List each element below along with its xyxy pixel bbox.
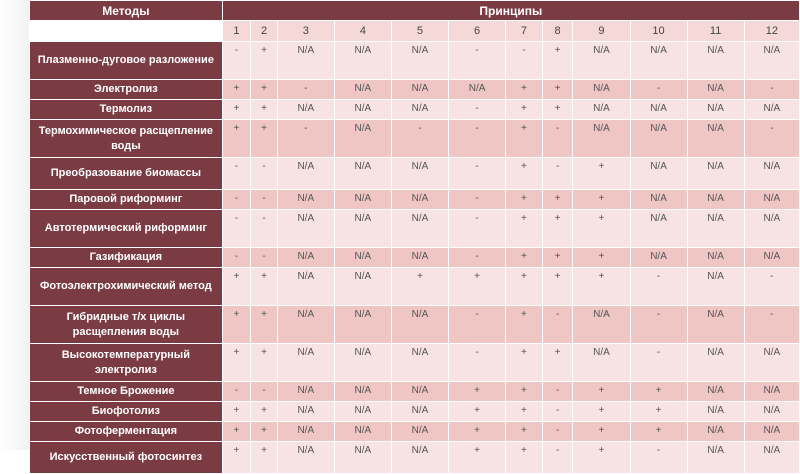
principle-cell: -: [744, 306, 799, 344]
principle-cell: N/A: [277, 100, 334, 120]
principle-cell: +: [506, 382, 543, 402]
table-row: [30, 190, 800, 210]
principle-cell: N/A: [277, 442, 334, 474]
principle-cell: -: [542, 306, 573, 344]
principle-cell: +: [573, 442, 630, 474]
principle-cell: +: [506, 248, 543, 268]
principle-cell: +: [542, 80, 573, 100]
table-row: [30, 268, 800, 306]
principle-cell: N/A: [334, 268, 391, 306]
header-row-1: [30, 1, 800, 21]
principle-cell: N/A: [687, 42, 744, 80]
method-name: Высокотемпературный электролиз: [30, 344, 223, 382]
table-row: [30, 120, 800, 158]
principle-cell: -: [630, 442, 687, 474]
principle-cell: N/A: [334, 248, 391, 268]
principle-cell: +: [222, 268, 251, 306]
method-name: Термохимическое расщепление воды: [30, 120, 223, 158]
principle-cell: N/A: [391, 210, 448, 248]
principle-cell: N/A: [277, 42, 334, 80]
principle-cell: N/A: [391, 382, 448, 402]
principle-cell: N/A: [744, 42, 799, 80]
principle-cell: +: [222, 120, 251, 158]
table-body: [30, 42, 800, 474]
principle-cell: N/A: [687, 442, 744, 474]
principle-cell: -: [222, 42, 251, 80]
principle-cell: N/A: [277, 402, 334, 422]
methods-header: Методы: [30, 1, 223, 21]
principle-cell: +: [251, 306, 278, 344]
table-row: [30, 158, 800, 190]
principle-cell: N/A: [687, 100, 744, 120]
principle-number: 11: [687, 21, 744, 42]
principle-cell: -: [744, 120, 799, 158]
principle-cell: N/A: [744, 442, 799, 474]
principle-cell: +: [222, 306, 251, 344]
principle-cell: -: [449, 100, 506, 120]
principle-cell: N/A: [687, 422, 744, 442]
principle-cell: +: [506, 422, 543, 442]
header-row-2: [30, 21, 800, 42]
principle-cell: -: [630, 344, 687, 382]
principle-cell: -: [449, 210, 506, 248]
principle-cell: -: [251, 248, 278, 268]
principle-cell: -: [542, 158, 573, 190]
principle-cell: +: [506, 306, 543, 344]
principle-cell: -: [449, 42, 506, 80]
principle-cell: +: [506, 402, 543, 422]
principle-cell: -: [222, 248, 251, 268]
principle-cell: N/A: [391, 248, 448, 268]
principle-cell: N/A: [391, 306, 448, 344]
principle-cell: -: [277, 120, 334, 158]
principle-cell: +: [542, 100, 573, 120]
principle-cell: +: [251, 268, 278, 306]
principle-cell: N/A: [277, 210, 334, 248]
principle-cell: N/A: [334, 344, 391, 382]
principle-cell: N/A: [277, 306, 334, 344]
principle-cell: +: [573, 158, 630, 190]
principle-cell: +: [573, 402, 630, 422]
principle-cell: -: [542, 382, 573, 402]
principle-cell: N/A: [277, 268, 334, 306]
principle-cell: N/A: [334, 306, 391, 344]
principle-cell: -: [542, 422, 573, 442]
principle-number: 4: [334, 21, 391, 42]
principle-cell: +: [449, 402, 506, 422]
principle-cell: +: [573, 422, 630, 442]
principle-cell: N/A: [687, 268, 744, 306]
principle-cell: N/A: [687, 248, 744, 268]
principle-cell: -: [542, 442, 573, 474]
principle-cell: N/A: [334, 190, 391, 210]
principle-cell: N/A: [391, 344, 448, 382]
principle-cell: -: [251, 382, 278, 402]
principle-cell: +: [506, 210, 543, 248]
principle-cell: +: [251, 402, 278, 422]
principle-cell: N/A: [391, 80, 448, 100]
principle-cell: +: [251, 100, 278, 120]
principle-cell: -: [251, 190, 278, 210]
principle-cell: N/A: [744, 210, 799, 248]
method-name: Темное Брожение: [30, 382, 223, 402]
principle-cell: N/A: [334, 422, 391, 442]
principle-cell: -: [542, 402, 573, 422]
principle-cell: +: [449, 382, 506, 402]
principle-cell: N/A: [277, 248, 334, 268]
principle-number: 5: [391, 21, 448, 42]
principle-cell: N/A: [391, 402, 448, 422]
principle-cell: N/A: [687, 120, 744, 158]
principle-cell: +: [251, 120, 278, 158]
principle-cell: -: [506, 42, 543, 80]
principle-cell: +: [542, 344, 573, 382]
principle-cell: +: [573, 268, 630, 306]
principle-cell: +: [542, 42, 573, 80]
principle-cell: N/A: [391, 100, 448, 120]
principle-cell: N/A: [687, 210, 744, 248]
principle-cell: +: [542, 248, 573, 268]
principle-cell: -: [744, 268, 799, 306]
methods-principles-table: [29, 0, 800, 474]
principle-cell: -: [449, 120, 506, 158]
method-name: Фотоферментация: [30, 422, 223, 442]
principle-cell: +: [251, 80, 278, 100]
principle-cell: N/A: [573, 344, 630, 382]
principle-number: 9: [573, 21, 630, 42]
method-name: Плазменно-дуговое разложение: [30, 42, 223, 80]
principle-cell: +: [251, 344, 278, 382]
principle-cell: -: [222, 382, 251, 402]
principle-cell: +: [630, 422, 687, 442]
principle-cell: +: [506, 268, 543, 306]
table-row: [30, 100, 800, 120]
principle-cell: N/A: [277, 422, 334, 442]
principle-cell: N/A: [687, 402, 744, 422]
principle-cell: N/A: [277, 382, 334, 402]
principle-number: 12: [744, 21, 799, 42]
table-row: [30, 344, 800, 382]
principle-cell: +: [251, 42, 278, 80]
principle-cell: +: [222, 402, 251, 422]
principle-cell: +: [542, 190, 573, 210]
principles-header: Принципы: [222, 1, 799, 21]
principle-cell: -: [542, 120, 573, 158]
principle-cell: N/A: [687, 158, 744, 190]
table-row: [30, 80, 800, 100]
principle-number: 7: [506, 21, 543, 42]
principle-cell: N/A: [334, 442, 391, 474]
principle-cell: N/A: [391, 158, 448, 190]
principle-cell: +: [449, 422, 506, 442]
principle-number: 8: [542, 21, 573, 42]
principle-cell: N/A: [630, 42, 687, 80]
principle-cell: -: [277, 80, 334, 100]
principle-cell: N/A: [687, 80, 744, 100]
principle-cell: N/A: [573, 80, 630, 100]
principle-cell: N/A: [630, 120, 687, 158]
principle-cell: +: [630, 382, 687, 402]
principle-cell: +: [506, 442, 543, 474]
principle-cell: +: [391, 268, 448, 306]
table-row: [30, 382, 800, 402]
principle-cell: N/A: [630, 248, 687, 268]
principle-cell: N/A: [334, 402, 391, 422]
principle-cell: N/A: [391, 42, 448, 80]
principle-cell: N/A: [744, 190, 799, 210]
principle-cell: N/A: [687, 306, 744, 344]
principle-cell: -: [222, 210, 251, 248]
table-row: [30, 442, 800, 474]
principle-number: 6: [449, 21, 506, 42]
principle-cell: N/A: [391, 422, 448, 442]
principle-cell: +: [573, 210, 630, 248]
principle-cell: N/A: [391, 190, 448, 210]
principle-cell: -: [222, 158, 251, 190]
principle-cell: +: [222, 100, 251, 120]
principle-cell: +: [449, 442, 506, 474]
principle-cell: -: [630, 306, 687, 344]
principle-cell: N/A: [744, 344, 799, 382]
principle-cell: N/A: [334, 158, 391, 190]
principle-cell: N/A: [744, 422, 799, 442]
principle-cell: +: [506, 190, 543, 210]
method-name: Электролиз: [30, 80, 223, 100]
principle-number: 10: [630, 21, 687, 42]
header-corner: [30, 21, 223, 42]
principle-cell: +: [222, 80, 251, 100]
table-row: [30, 248, 800, 268]
principle-cell: N/A: [334, 42, 391, 80]
principle-cell: N/A: [687, 382, 744, 402]
principle-cell: N/A: [744, 402, 799, 422]
principle-cell: -: [251, 210, 278, 248]
method-name: Гибридные т/х циклы расщепления воды: [30, 306, 223, 344]
principle-cell: +: [222, 442, 251, 474]
principle-cell: +: [542, 210, 573, 248]
method-name: Фотоэлектрохимический метод: [30, 268, 223, 306]
method-name: Преобразование биомассы: [30, 158, 223, 190]
principle-cell: +: [573, 248, 630, 268]
principle-number: 1: [222, 21, 251, 42]
principle-cell: -: [449, 190, 506, 210]
principle-cell: N/A: [277, 190, 334, 210]
principle-cell: -: [744, 80, 799, 100]
principle-cell: N/A: [630, 100, 687, 120]
principle-cell: N/A: [334, 120, 391, 158]
principle-cell: +: [506, 120, 543, 158]
principle-cell: -: [449, 306, 506, 344]
method-name: Паровой риформинг: [30, 190, 223, 210]
table-row: [30, 402, 800, 422]
principle-cell: +: [542, 268, 573, 306]
principle-cell: N/A: [449, 80, 506, 100]
principle-cell: N/A: [573, 100, 630, 120]
table-row: [30, 210, 800, 248]
principle-cell: +: [573, 190, 630, 210]
principle-cell: N/A: [391, 442, 448, 474]
principle-cell: +: [251, 422, 278, 442]
principle-cell: -: [449, 248, 506, 268]
principle-cell: N/A: [573, 306, 630, 344]
principle-cell: N/A: [334, 100, 391, 120]
principle-cell: -: [630, 80, 687, 100]
principle-cell: +: [506, 80, 543, 100]
principle-cell: -: [222, 190, 251, 210]
principle-cell: N/A: [277, 158, 334, 190]
principle-cell: N/A: [687, 344, 744, 382]
principle-cell: +: [573, 382, 630, 402]
principle-cell: N/A: [334, 382, 391, 402]
method-name: Термолиз: [30, 100, 223, 120]
principle-cell: N/A: [573, 120, 630, 158]
principle-cell: N/A: [630, 158, 687, 190]
principle-cell: N/A: [334, 80, 391, 100]
principle-cell: +: [222, 422, 251, 442]
principle-cell: N/A: [630, 190, 687, 210]
principle-cell: N/A: [277, 344, 334, 382]
method-name: Искусственный фотосинтез: [30, 442, 223, 474]
principle-cell: +: [506, 158, 543, 190]
principle-cell: -: [391, 120, 448, 158]
method-name: Газификация: [30, 248, 223, 268]
method-name: Биофотолиз: [30, 402, 223, 422]
principle-cell: N/A: [573, 42, 630, 80]
principle-cell: -: [630, 268, 687, 306]
principle-cell: +: [630, 402, 687, 422]
principle-cell: N/A: [687, 190, 744, 210]
principle-cell: +: [449, 268, 506, 306]
principle-number: 2: [251, 21, 278, 42]
principle-cell: N/A: [334, 210, 391, 248]
table-row: [30, 422, 800, 442]
principle-cell: +: [222, 344, 251, 382]
principle-cell: +: [506, 100, 543, 120]
method-name: Автотермический риформинг: [30, 210, 223, 248]
principle-cell: +: [251, 442, 278, 474]
principle-cell: N/A: [744, 158, 799, 190]
principle-cell: N/A: [744, 100, 799, 120]
principle-cell: -: [449, 158, 506, 190]
principle-cell: N/A: [744, 248, 799, 268]
principle-number: 3: [277, 21, 334, 42]
table-row: [30, 42, 800, 80]
principle-cell: -: [449, 344, 506, 382]
principle-cell: N/A: [744, 382, 799, 402]
table-row: [30, 306, 800, 344]
principle-cell: N/A: [630, 210, 687, 248]
principle-cell: +: [506, 344, 543, 382]
principle-cell: -: [251, 158, 278, 190]
